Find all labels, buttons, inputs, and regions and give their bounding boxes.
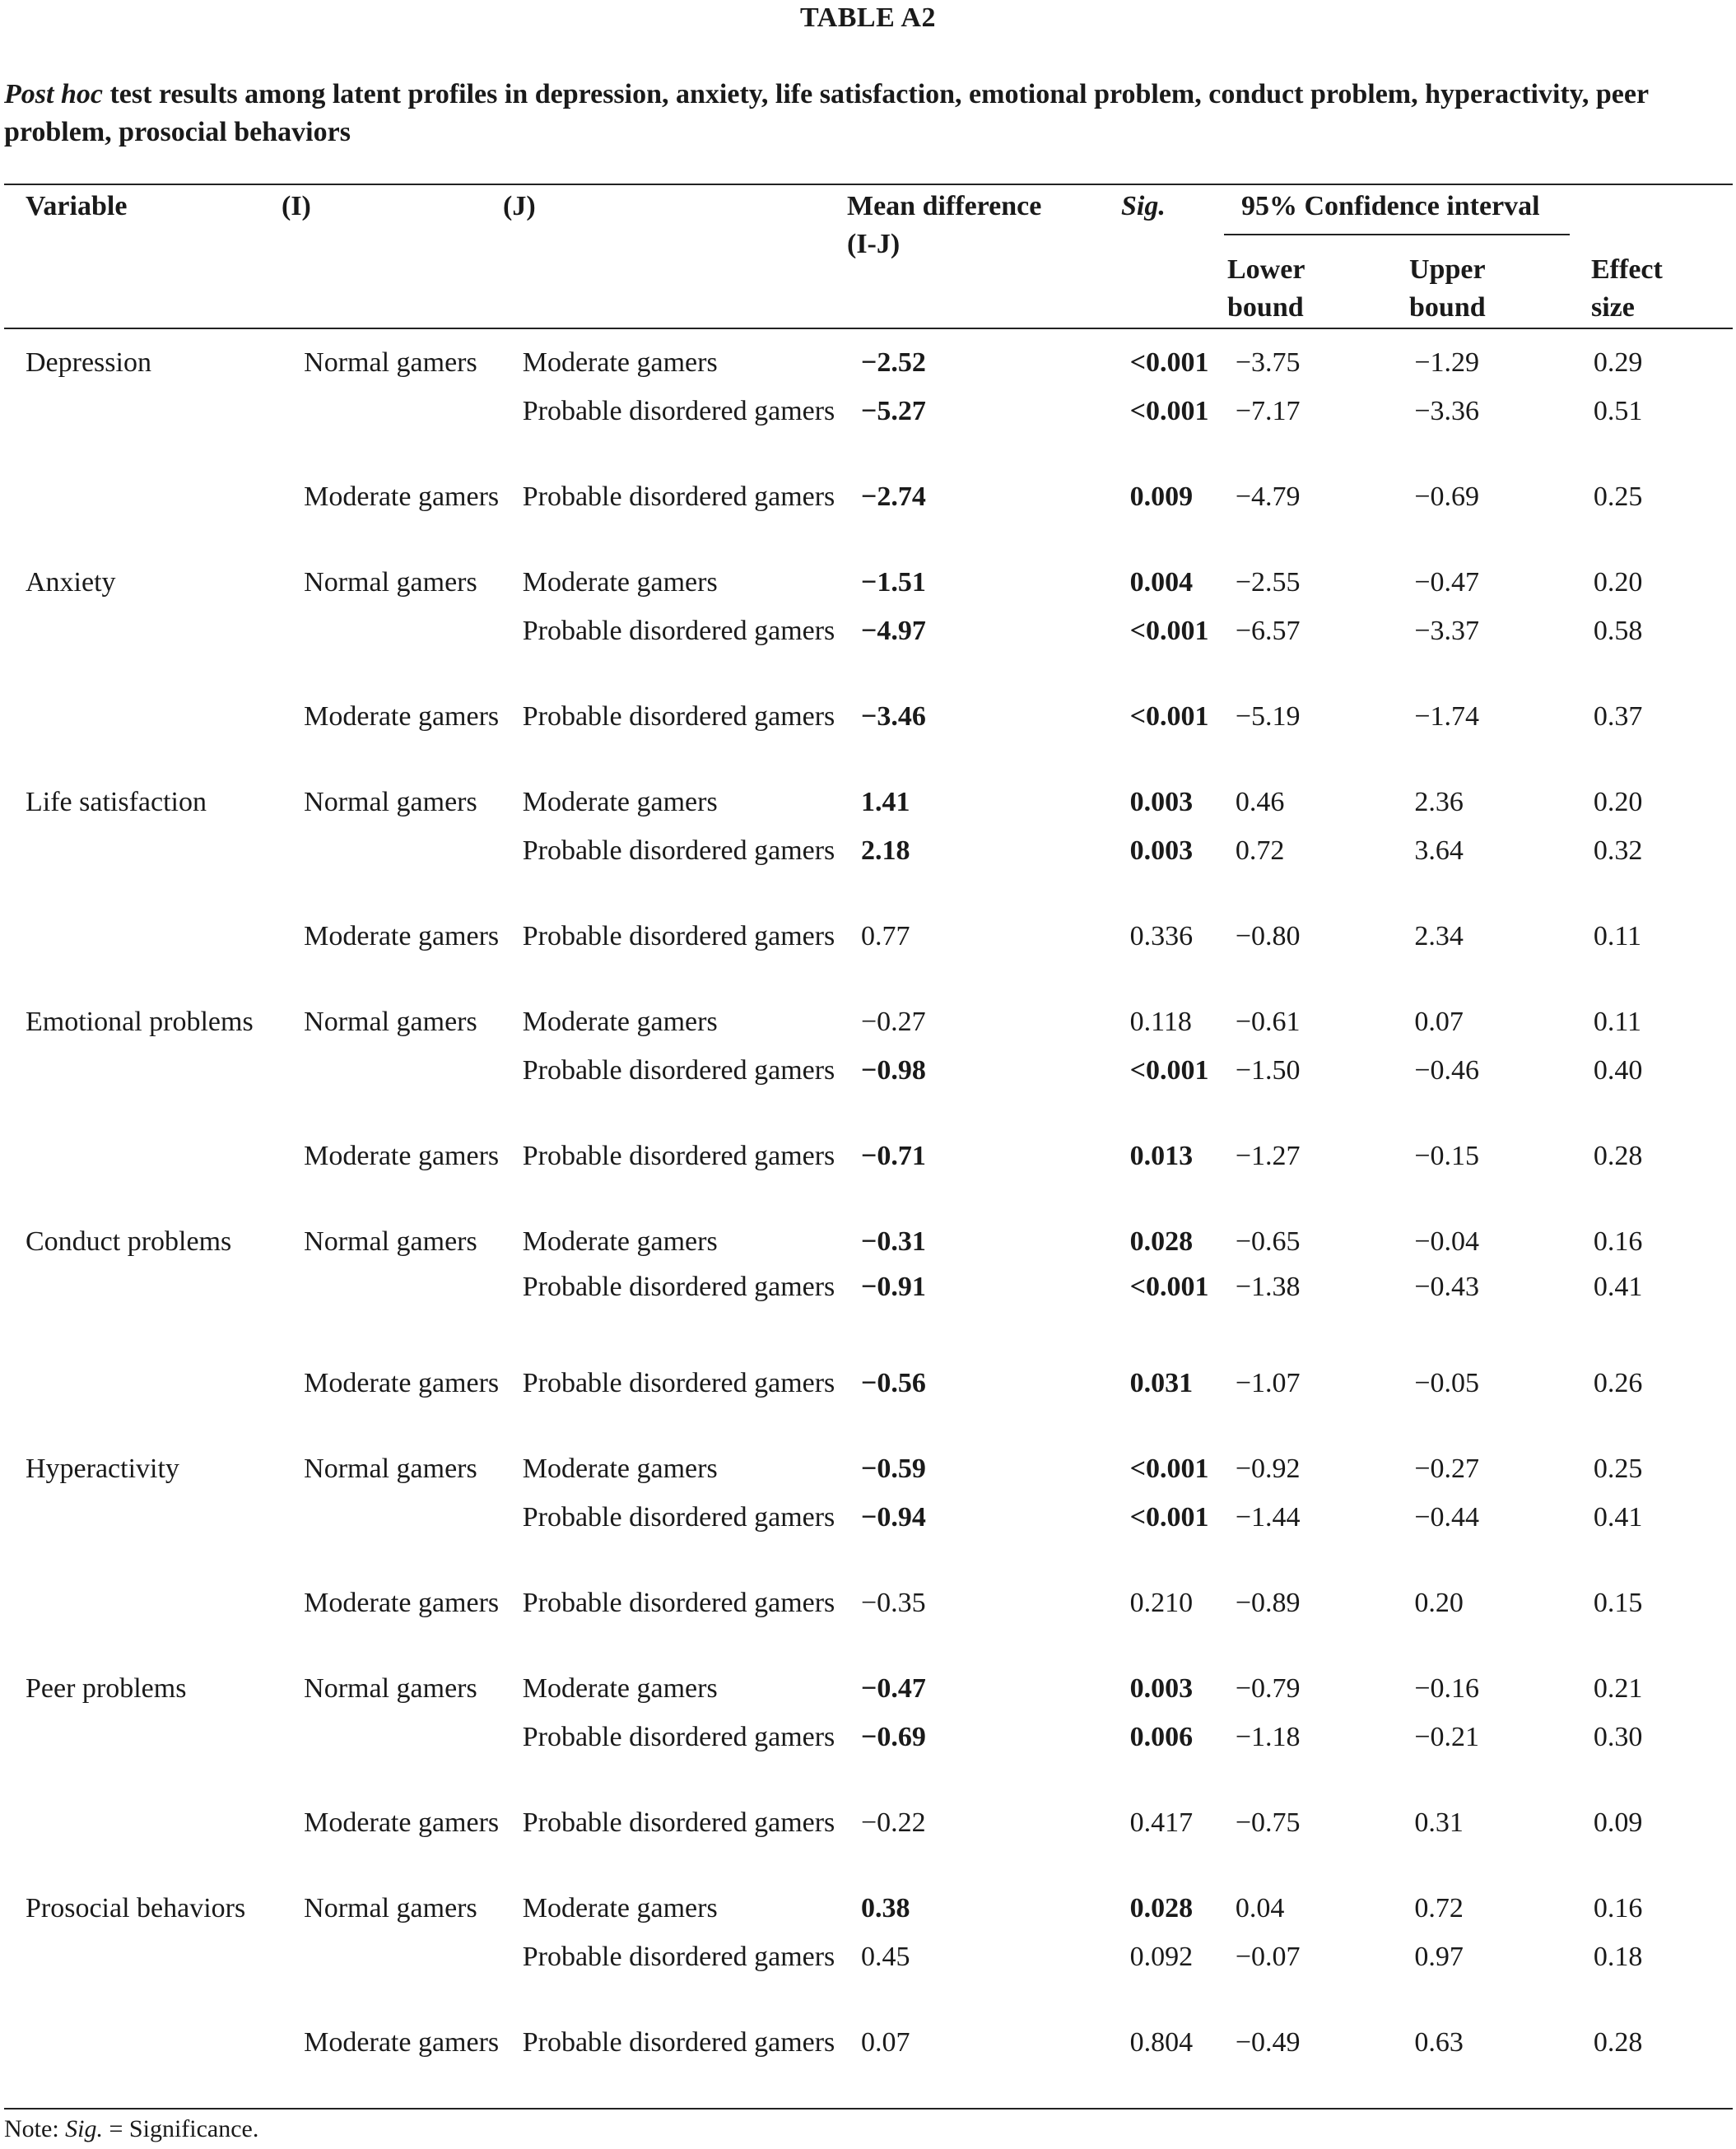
header-mean-difference-ij: (I-J): [847, 229, 901, 259]
table-row: [0, 1137, 1736, 1223]
upper-bound-cell: 0.20: [1414, 1588, 1464, 1618]
lower-bound-cell: 0.04: [1235, 1893, 1285, 1923]
mean-difference-cell: −0.56: [860, 1368, 926, 1398]
upper-bound-cell: −0.04: [1414, 1226, 1480, 1257]
i-group-cell: Moderate gamers: [304, 2027, 500, 2058]
variable-cell: Conduct problems: [26, 1226, 232, 1257]
lower-bound-cell: −7.17: [1235, 396, 1301, 426]
lower-bound-cell: −3.75: [1235, 347, 1301, 378]
top-rule: [4, 184, 1733, 185]
j-group-cell: Probable disordered gamers: [522, 1502, 835, 1533]
effect-size-cell: 0.29: [1593, 347, 1643, 378]
effect-size-cell: 0.20: [1593, 567, 1643, 598]
table-row: [0, 393, 1736, 478]
upper-bound-cell: −0.05: [1414, 1368, 1480, 1398]
effect-size-cell: 0.41: [1593, 1502, 1643, 1533]
sig-cell: 0.118: [1129, 1007, 1192, 1037]
table-row: [0, 832, 1736, 918]
j-group-cell: Moderate gamers: [522, 1226, 718, 1257]
effect-size-cell: 0.40: [1593, 1055, 1643, 1086]
upper-bound-cell: −3.36: [1414, 396, 1480, 426]
sig-cell: 0.003: [1129, 835, 1194, 866]
upper-bound-cell: −1.74: [1414, 701, 1480, 732]
j-group-cell: Probable disordered gamers: [522, 396, 835, 426]
i-group-cell: [304, 393, 523, 478]
i-group-cell: [304, 1938, 523, 2024]
j-group-cell: Moderate gamers: [522, 1454, 718, 1484]
mean-difference-cell: −0.59: [860, 1454, 926, 1484]
lower-bound-cell: −1.50: [1235, 1055, 1301, 1086]
header-lower-bound: bound: [1227, 292, 1304, 323]
table-row: [0, 612, 1736, 698]
variable-cell: Depression: [26, 347, 151, 378]
ci-rule: [1224, 234, 1570, 235]
table-row: [0, 1499, 1736, 1584]
variable-cell: Life satisfaction: [26, 787, 207, 817]
table-row: [0, 1584, 1736, 1670]
j-group-cell: Probable disordered gamers: [522, 481, 835, 512]
upper-bound-cell: −0.46: [1414, 1055, 1480, 1086]
effect-size-cell: 0.09: [1593, 1807, 1643, 1838]
header-mean-difference: Mean difference: [847, 191, 1042, 221]
j-group-cell: Moderate gamers: [522, 787, 718, 817]
upper-bound-cell: 0.31: [1414, 1807, 1464, 1838]
effect-size-cell: 0.18: [1593, 1942, 1643, 1972]
header-variable: Variable: [26, 191, 128, 221]
mean-difference-cell: 0.38: [860, 1893, 910, 1923]
sig-cell: 0.006: [1129, 1722, 1194, 1752]
table-row: [0, 564, 1736, 612]
j-group-cell: Probable disordered gamers: [522, 835, 835, 866]
j-group-cell: Probable disordered gamers: [522, 2027, 835, 2058]
lower-bound-cell: −0.75: [1235, 1807, 1301, 1838]
lower-bound-cell: −6.57: [1235, 616, 1301, 646]
lower-bound-cell: −0.92: [1235, 1454, 1301, 1484]
sig-cell: 0.804: [1129, 2027, 1194, 2058]
i-group-cell: Moderate gamers: [304, 701, 500, 732]
sig-cell: <0.001: [1129, 1454, 1209, 1484]
lower-bound-cell: −1.18: [1235, 1722, 1301, 1752]
mean-difference-cell: −0.91: [860, 1272, 926, 1302]
upper-bound-cell: 2.34: [1414, 921, 1464, 951]
variable-cell: [0, 1052, 304, 1137]
note-prefix: Note:: [4, 2115, 66, 2142]
sig-cell: <0.001: [1129, 616, 1209, 646]
lower-bound-cell: −1.38: [1235, 1272, 1301, 1302]
lower-bound-cell: 0.72: [1235, 835, 1285, 866]
variable-cell: [0, 1365, 304, 1450]
i-group-cell: [304, 1499, 523, 1584]
sig-cell: 0.004: [1129, 567, 1194, 598]
sig-cell: 0.009: [1129, 481, 1194, 512]
mean-difference-cell: −5.27: [860, 396, 926, 426]
i-group-cell: Moderate gamers: [304, 1368, 500, 1398]
effect-size-cell: 0.16: [1593, 1226, 1643, 1257]
table-row: [0, 698, 1736, 784]
table-note: [4, 2113, 258, 2146]
upper-bound-cell: −0.27: [1414, 1454, 1480, 1484]
i-group-cell: Normal gamers: [304, 1673, 477, 1704]
variable-cell: [0, 1804, 304, 1890]
results-table-body: [0, 344, 1736, 2109]
effect-size-cell: 0.58: [1593, 616, 1643, 646]
variable-cell: [0, 698, 304, 784]
j-group-cell: Probable disordered gamers: [522, 1722, 835, 1752]
variable-cell: Prosocial behaviors: [26, 1893, 246, 1923]
j-group-cell: Probable disordered gamers: [522, 616, 835, 646]
i-group-cell: [304, 1719, 523, 1804]
j-group-cell: Moderate gamers: [522, 567, 718, 598]
i-group-cell: [304, 1052, 523, 1137]
mean-difference-cell: 1.41: [860, 787, 910, 817]
i-group-cell: Normal gamers: [304, 1454, 477, 1484]
upper-bound-cell: −0.15: [1414, 1141, 1480, 1171]
variable-cell: [0, 478, 304, 564]
i-group-cell: Normal gamers: [304, 567, 477, 598]
j-group-cell: Probable disordered gamers: [522, 1368, 835, 1398]
results-table: [0, 344, 1736, 2109]
mean-difference-cell: −2.52: [860, 347, 926, 378]
i-group-cell: Normal gamers: [304, 1893, 477, 1923]
variable-cell: Hyperactivity: [26, 1454, 179, 1484]
mean-difference-cell: −0.47: [860, 1673, 926, 1704]
i-group-cell: [304, 832, 523, 918]
lower-bound-cell: −2.55: [1235, 567, 1301, 598]
mean-difference-cell: −0.27: [860, 1007, 926, 1037]
j-group-cell: Probable disordered gamers: [522, 1055, 835, 1086]
variable-cell: [0, 1938, 304, 2024]
sig-cell: <0.001: [1129, 347, 1209, 378]
variable-cell: [0, 1137, 304, 1223]
upper-bound-cell: −0.21: [1414, 1722, 1480, 1752]
upper-bound-cell: −3.37: [1414, 616, 1480, 646]
upper-bound-cell: −0.47: [1414, 567, 1480, 598]
mean-difference-cell: 0.77: [860, 921, 910, 951]
i-group-cell: [304, 1268, 523, 1365]
mean-difference-cell: −0.71: [860, 1141, 926, 1171]
effect-size-cell: 0.26: [1593, 1368, 1643, 1398]
upper-bound-cell: 0.07: [1414, 1007, 1464, 1037]
lower-bound-cell: 0.46: [1235, 787, 1285, 817]
header-effect-size: size: [1591, 292, 1635, 323]
effect-size-cell: 0.28: [1593, 1141, 1643, 1171]
i-group-cell: Normal gamers: [304, 1226, 477, 1257]
effect-size-cell: 0.25: [1593, 481, 1643, 512]
variable-cell: [0, 1268, 304, 1365]
sig-cell: <0.001: [1129, 1055, 1209, 1086]
bottom-rule: [4, 2108, 1733, 2109]
caption-text: test results among latent profiles in depression, anxiety, life satisfaction, emotional problem, conduct problem, hyperactivity, peer problem, prosocial behaviors: [4, 79, 1649, 147]
effect-size-cell: 0.51: [1593, 396, 1643, 426]
variable-cell: [0, 1584, 304, 1670]
j-group-cell: Probable disordered gamers: [522, 1141, 835, 1171]
sig-cell: 0.210: [1129, 1588, 1194, 1618]
effect-size-cell: 0.37: [1593, 701, 1643, 732]
effect-size-cell: 0.28: [1593, 2027, 1643, 2058]
table-caption: [4, 76, 1733, 151]
sig-cell: 0.028: [1129, 1226, 1194, 1257]
j-group-cell: Probable disordered gamers: [522, 1272, 835, 1302]
header-upper: Upper: [1409, 254, 1486, 285]
variable-cell: [0, 1499, 304, 1584]
table-row: [0, 1003, 1736, 1052]
caption-italic: Post hoc: [4, 79, 103, 109]
j-group-cell: Probable disordered gamers: [522, 1807, 835, 1838]
effect-size-cell: 0.41: [1593, 1272, 1643, 1302]
mean-difference-cell: −2.74: [860, 481, 926, 512]
mean-difference-cell: −4.97: [860, 616, 926, 646]
effect-size-cell: 0.20: [1593, 787, 1643, 817]
sig-cell: 0.417: [1129, 1807, 1194, 1838]
i-group-cell: Normal gamers: [304, 787, 477, 817]
sig-cell: 0.336: [1129, 921, 1194, 951]
lower-bound-cell: −0.80: [1235, 921, 1301, 951]
j-group-cell: Moderate gamers: [522, 1007, 718, 1037]
mean-difference-cell: 2.18: [860, 835, 910, 866]
sig-cell: 0.031: [1129, 1368, 1194, 1398]
table-row: [0, 1365, 1736, 1450]
lower-bound-cell: −4.79: [1235, 481, 1301, 512]
effect-size-cell: 0.15: [1593, 1588, 1643, 1618]
j-group-cell: Moderate gamers: [522, 1673, 718, 1704]
sig-cell: <0.001: [1129, 396, 1209, 426]
variable-cell: [0, 393, 304, 478]
upper-bound-cell: 0.72: [1414, 1893, 1464, 1923]
effect-size-cell: 0.32: [1593, 835, 1643, 866]
upper-bound-cell: −1.29: [1414, 347, 1480, 378]
mean-difference-cell: −0.98: [860, 1055, 926, 1086]
lower-bound-cell: −0.65: [1235, 1226, 1301, 1257]
lower-bound-cell: −0.49: [1235, 2027, 1301, 2058]
i-group-cell: Moderate gamers: [304, 1588, 500, 1618]
header-sig: Sig.: [1121, 191, 1166, 221]
j-group-cell: Probable disordered gamers: [522, 1942, 835, 1972]
i-group-cell: Normal gamers: [304, 1007, 477, 1037]
lower-bound-cell: −1.27: [1235, 1141, 1301, 1171]
header-j: (J): [503, 191, 536, 221]
table-row: [0, 1052, 1736, 1137]
sig-cell: <0.001: [1129, 1272, 1209, 1302]
upper-bound-cell: 0.63: [1414, 2027, 1464, 2058]
sig-cell: 0.013: [1129, 1141, 1194, 1171]
sig-cell: 0.092: [1129, 1942, 1194, 1972]
table-row: [0, 1804, 1736, 1890]
table-row: [0, 1719, 1736, 1804]
j-group-cell: Probable disordered gamers: [522, 921, 835, 951]
lower-bound-cell: −5.19: [1235, 701, 1301, 732]
table-row: [0, 478, 1736, 564]
note-text: = Significance.: [103, 2115, 259, 2142]
upper-bound-cell: 2.36: [1414, 787, 1464, 817]
mean-difference-cell: −1.51: [860, 567, 926, 598]
table-row: [0, 1670, 1736, 1719]
table-row: [0, 1268, 1736, 1365]
j-group-cell: Moderate gamers: [522, 347, 718, 378]
table-row: [0, 1223, 1736, 1268]
upper-bound-cell: 3.64: [1414, 835, 1464, 866]
mean-difference-cell: −3.46: [860, 701, 926, 732]
header-lower: Lower: [1227, 254, 1305, 285]
upper-bound-cell: −0.16: [1414, 1673, 1480, 1704]
effect-size-cell: 0.21: [1593, 1673, 1643, 1704]
header-effect: Effect: [1591, 254, 1663, 285]
header-i: (I): [282, 191, 311, 221]
table-row: [0, 1938, 1736, 2024]
lower-bound-cell: −0.07: [1235, 1942, 1301, 1972]
sig-cell: 0.028: [1129, 1893, 1194, 1923]
lower-bound-cell: −0.61: [1235, 1007, 1301, 1037]
effect-size-cell: 0.30: [1593, 1722, 1643, 1752]
sig-cell: 0.003: [1129, 1673, 1194, 1704]
upper-bound-cell: −0.44: [1414, 1502, 1480, 1533]
effect-size-cell: 0.16: [1593, 1893, 1643, 1923]
effect-size-cell: 0.11: [1593, 1007, 1642, 1037]
variable-cell: [0, 1719, 304, 1804]
variable-cell: Peer problems: [26, 1673, 187, 1704]
mean-difference-cell: 0.07: [860, 2027, 910, 2058]
i-group-cell: Moderate gamers: [304, 481, 500, 512]
variable-cell: [0, 832, 304, 918]
variable-cell: [0, 918, 304, 1003]
mean-difference-cell: −0.35: [860, 1588, 926, 1618]
upper-bound-cell: −0.69: [1414, 481, 1480, 512]
mean-difference-cell: −0.94: [860, 1502, 926, 1533]
variable-cell: [0, 2024, 304, 2109]
lower-bound-cell: −0.89: [1235, 1588, 1301, 1618]
sig-cell: <0.001: [1129, 701, 1209, 732]
j-group-cell: Probable disordered gamers: [522, 1588, 835, 1618]
header-upper-bound: bound: [1409, 292, 1486, 323]
header-confidence-interval: 95% Confidence interval: [1241, 191, 1540, 221]
note-italic: Sig.: [65, 2115, 103, 2142]
effect-size-cell: 0.25: [1593, 1454, 1643, 1484]
mean-difference-cell: −0.31: [860, 1226, 926, 1257]
j-group-cell: Probable disordered gamers: [522, 701, 835, 732]
sig-cell: 0.003: [1129, 787, 1194, 817]
header-rule: [4, 328, 1733, 329]
mean-difference-cell: 0.45: [860, 1942, 910, 1972]
i-group-cell: Moderate gamers: [304, 1807, 500, 1838]
effect-size-cell: 0.11: [1593, 921, 1642, 951]
table-row: [0, 344, 1736, 393]
upper-bound-cell: −0.43: [1414, 1272, 1480, 1302]
variable-cell: Emotional problems: [26, 1007, 254, 1037]
mean-difference-cell: −0.22: [860, 1807, 926, 1838]
sig-cell: <0.001: [1129, 1502, 1209, 1533]
table-row: [0, 918, 1736, 1003]
upper-bound-cell: 0.97: [1414, 1942, 1464, 1972]
lower-bound-cell: −1.07: [1235, 1368, 1301, 1398]
i-group-cell: Normal gamers: [304, 347, 477, 378]
table-row: [0, 1450, 1736, 1499]
table-title: TABLE A2: [800, 2, 936, 33]
variable-cell: Anxiety: [26, 567, 116, 598]
table-row: [0, 784, 1736, 832]
lower-bound-cell: −0.79: [1235, 1673, 1301, 1704]
i-group-cell: Moderate gamers: [304, 1141, 500, 1171]
table-row: [0, 1890, 1736, 1938]
lower-bound-cell: −1.44: [1235, 1502, 1301, 1533]
mean-difference-cell: −0.69: [860, 1722, 926, 1752]
variable-cell: [0, 612, 304, 698]
i-group-cell: [304, 612, 523, 698]
table-row: [0, 2024, 1736, 2109]
i-group-cell: Moderate gamers: [304, 921, 500, 951]
j-group-cell: Moderate gamers: [522, 1893, 718, 1923]
